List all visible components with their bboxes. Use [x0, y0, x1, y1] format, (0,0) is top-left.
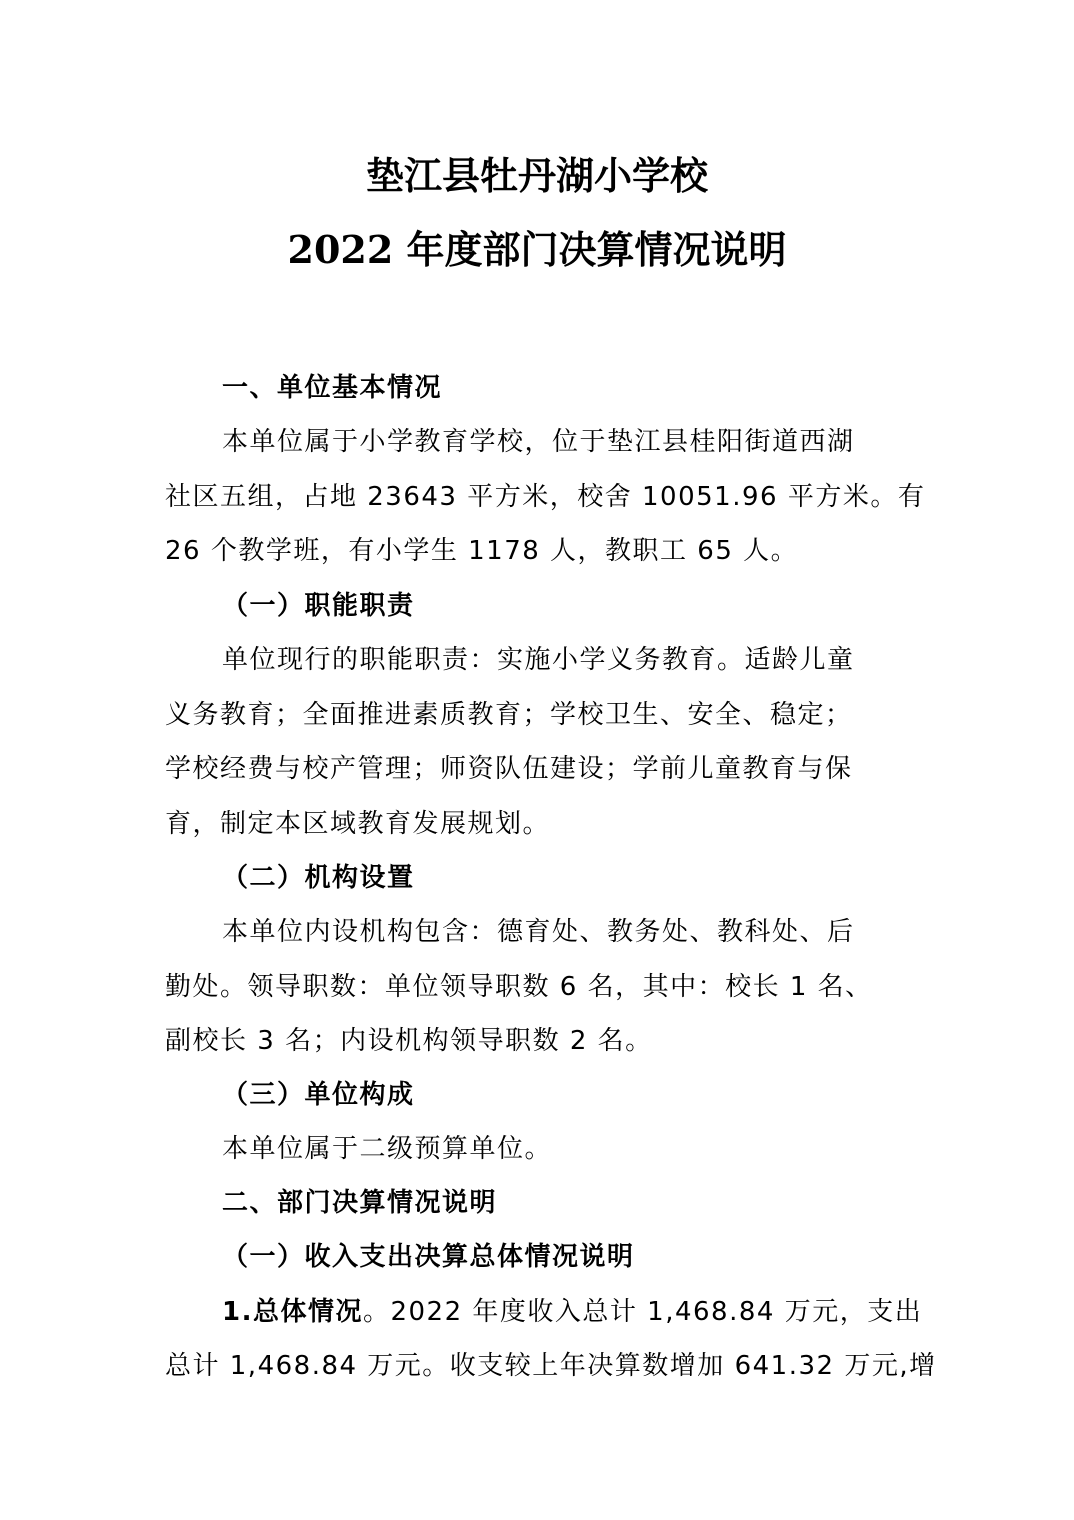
- paragraph-line: 总计 1,468.84 万元。收支较上年决算数增加 641.32 万元,增: [165, 1351, 937, 1381]
- paragraph-line: 学校经费与校产管理；师资队伍建设；学前儿童教育与保: [165, 754, 853, 784]
- paragraph-text: 。2022 年度收入总计 1,468.84 万元，支出: [362, 1297, 923, 1327]
- paragraph-line: 育，制定本区域教育发展规划。: [165, 809, 551, 839]
- document-title-line2: 2022 年度部门决算情况说明: [287, 227, 787, 272]
- paragraph-line: 社区五组，占地 23643 平方米，校舍 10051.96 平方米。有: [165, 482, 926, 512]
- paragraph-line-overall: [222, 1294, 922, 1330]
- subsection-heading-structure: （二）机构设置: [222, 863, 415, 893]
- subsection-heading-duties: （一）职能职责: [222, 591, 415, 621]
- document-title-line1: 垫江县牡丹湖小学校: [365, 153, 708, 198]
- paragraph-line: 勤处。领导职数：单位领导职数 6 名，其中：校长 1 名、: [165, 972, 873, 1002]
- paragraph-line: 本单位属于二级预算单位。: [222, 1134, 553, 1164]
- subsection-heading-composition: （三）单位构成: [222, 1080, 415, 1110]
- paragraph-line: 副校长 3 名；内设机构领导职数 2 名。: [165, 1026, 653, 1056]
- paragraph-line: 义务教育；全面推进素质教育；学校卫生、安全、稳定；: [165, 700, 853, 730]
- paragraph-lead: 1.总体情况: [222, 1297, 363, 1327]
- section-heading-final-accounts: 二、部门决算情况说明: [222, 1188, 498, 1218]
- paragraph-line: 本单位内设机构包含：德育处、教务处、教科处、后: [222, 917, 855, 947]
- subsection-heading-income-expenditure: （一）收入支出决算总体情况说明: [222, 1242, 635, 1272]
- paragraph-line: 单位现行的职能职责：实施小学义务教育。适龄儿童: [222, 645, 855, 675]
- paragraph-line: 本单位属于小学教育学校，位于垫江县桂阳街道西湖: [222, 427, 855, 457]
- paragraph-line: 26 个教学班，有小学生 1178 人，教职工 65 人。: [165, 536, 799, 566]
- section-heading-basic-info: 一、单位基本情况: [222, 373, 443, 403]
